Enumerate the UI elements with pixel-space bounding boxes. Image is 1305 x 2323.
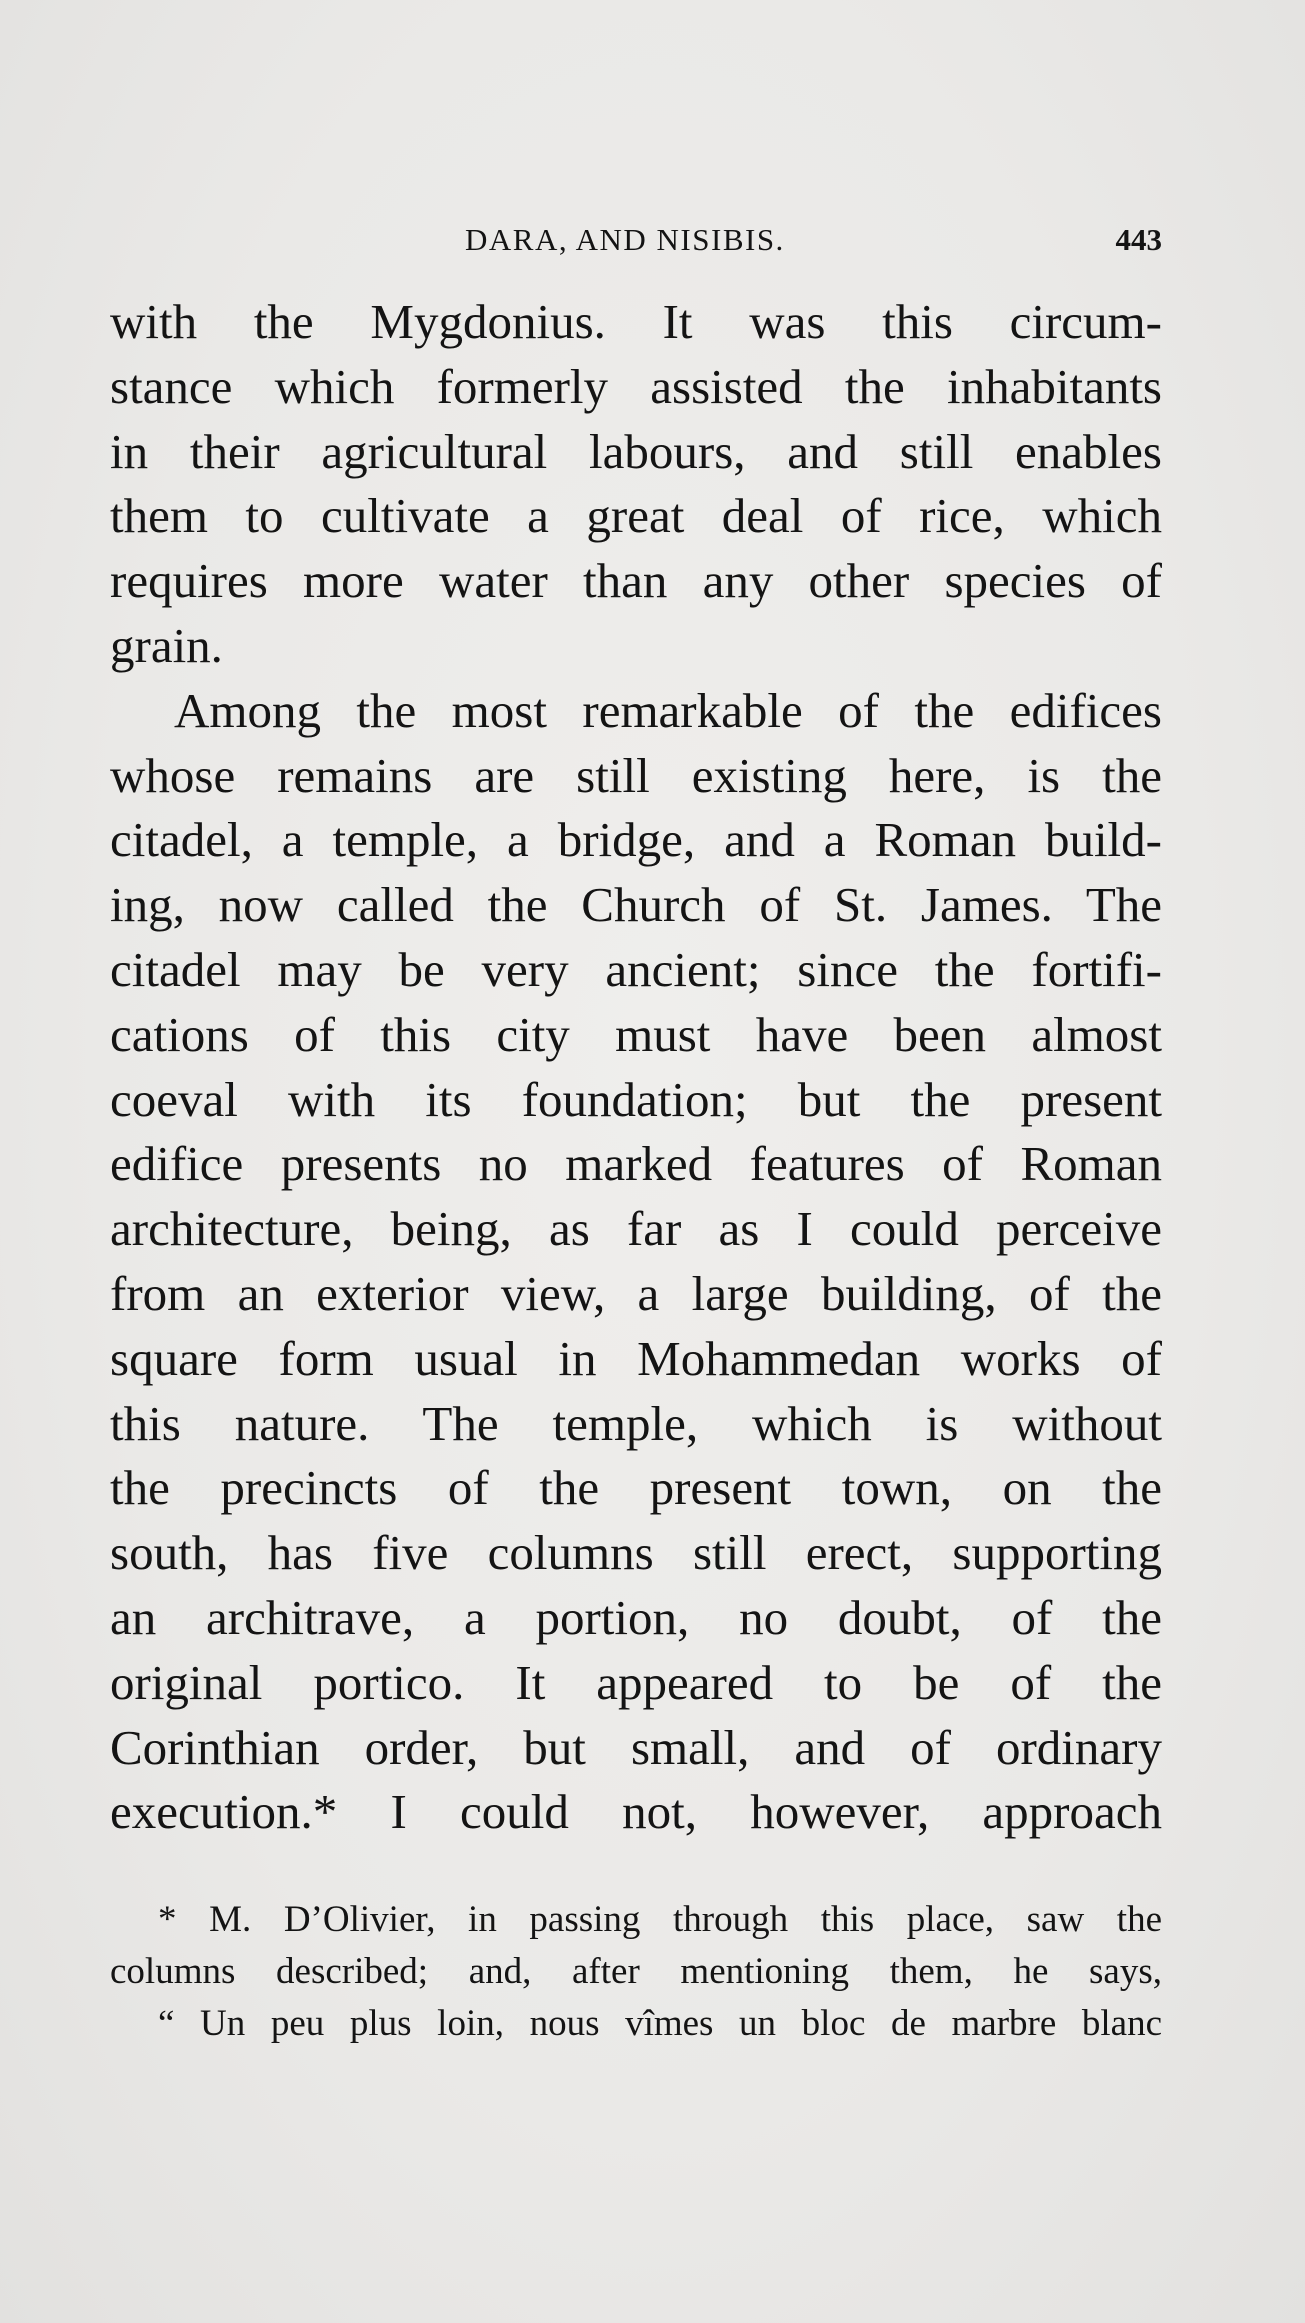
text-line: the precincts of the present town, on the (110, 1460, 1162, 1516)
text-line: stance which formerly assisted the inhabitants (110, 358, 1162, 414)
text-line: from an exterior view, a large building, of the (110, 1265, 1162, 1321)
text-line: Corinthian order, but small, and of ordinary (110, 1719, 1162, 1775)
text-line: citadel may be very ancient; since the fortifi- (110, 941, 1162, 997)
text-line: square form usual in Mohammedan works of (110, 1330, 1162, 1386)
text-line: this nature. The temple, which is without (110, 1395, 1162, 1451)
footnote-line: columns described; and, after mentioning them, he says, (110, 1951, 1162, 1992)
footnote-line: “ Un peu plus loin, nous vîmes un bloc de marbre blanc (158, 2003, 1162, 2044)
running-title: DARA, AND NISIBIS. (465, 222, 785, 257)
text-line: requires more water than any other species of (110, 553, 1162, 609)
text-line: with the Mygdonius. It was this circum- (110, 294, 1162, 349)
text-line: an architrave, a portion, no doubt, of the (110, 1589, 1162, 1645)
text-line: them to cultivate a great deal of rice, which (110, 488, 1162, 544)
text-line: execution.* I could not, however, approach (110, 1784, 1162, 1840)
text-line: cations of this city must have been almost (110, 1006, 1162, 1062)
page-header (110, 222, 1162, 262)
text-line: south, has five columns still erect, supporting (110, 1525, 1162, 1581)
text-line: architecture, being, as far as I could perceive (110, 1201, 1162, 1257)
text-line: citadel, a temple, a bridge, and a Roman build- (110, 812, 1162, 868)
footnote (110, 1894, 1162, 2050)
text-line: whose remains are still existing here, is the (110, 747, 1162, 803)
text-line: edifice presents no marked features of Roman (110, 1136, 1162, 1192)
footnote-line: * M. D’Olivier, in passing through this place, saw the (158, 1899, 1162, 1940)
text-line: original portico. It appeared to be of the (110, 1654, 1162, 1710)
text-line: in their agricultural labours, and still enables (110, 423, 1162, 479)
text-line: coeval with its foundation; but the present (110, 1071, 1162, 1127)
text-line: ing, now called the Church of St. James. The (110, 877, 1162, 933)
main-text (110, 290, 1162, 1845)
text-line: grain. (110, 617, 223, 673)
text-line: Among the most remarkable of the edifices (174, 682, 1162, 738)
page-number: 443 (1115, 222, 1162, 257)
